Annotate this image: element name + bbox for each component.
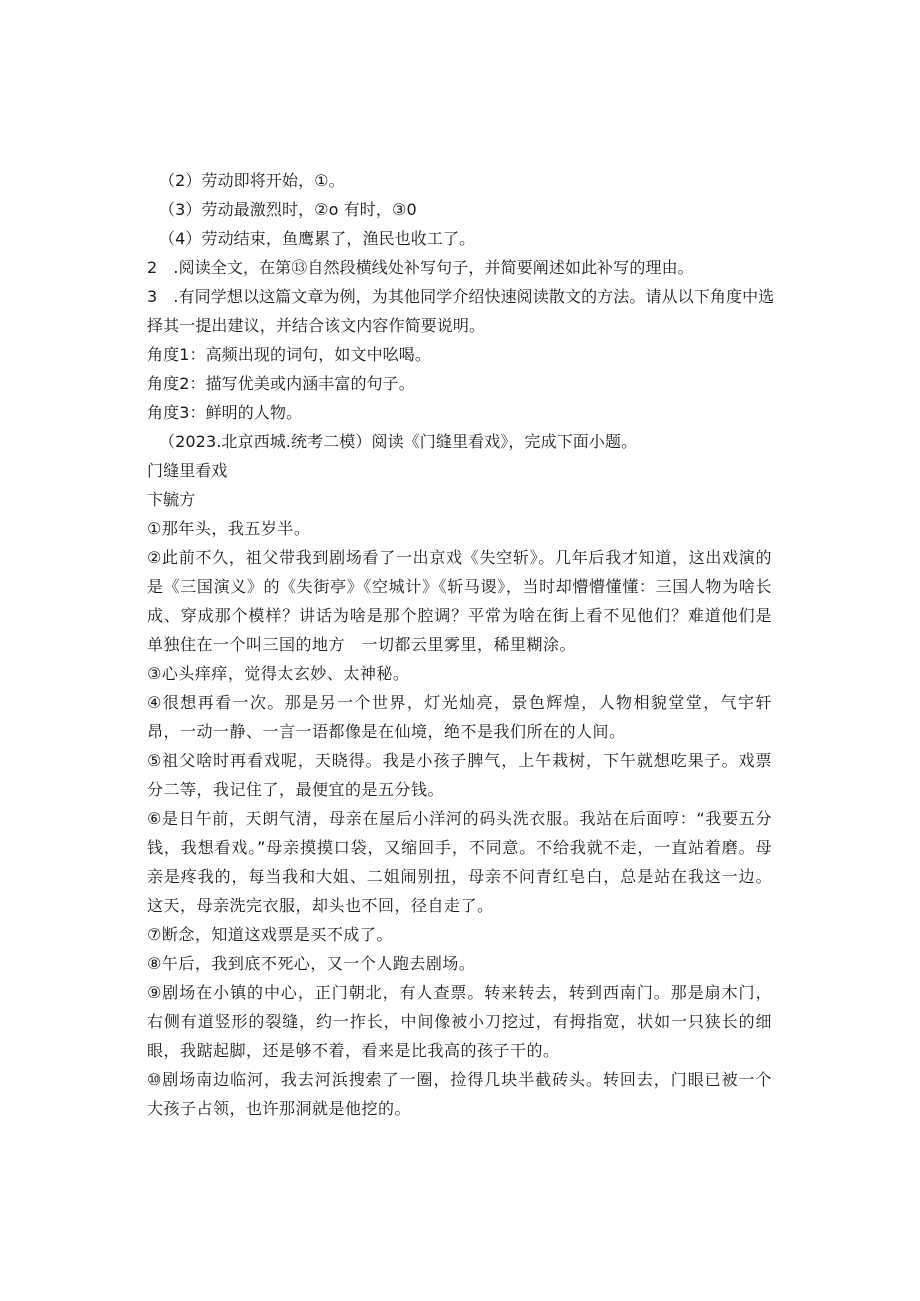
question-3-line-1: 3 .有同学想以这篇文章为例，为其他同学介绍快速阅读散文的方法。请从以下角度中选 bbox=[147, 287, 775, 306]
angle-1: 角度1：高频出现的词句，如文中吆喝。 bbox=[147, 345, 431, 364]
document-content bbox=[147, 166, 775, 1123]
paragraph-9: ⑨剧场在小镇的中心，正门朝北，有人查票。转来转去，转到西南门。那是扇木门，右侧有道竖形的裂缝，约一拃长，中间像被小刀挖过，有拇指宽，状如一只狭长的细眼，我踮起脚，还是够不着，看来是比我高的孩子干的。 bbox=[147, 983, 772, 1060]
paragraph-10: ⑩剧场南边临河，我去河浜搜索了一圈，捡得几块半截砖头。转回去，门眼已被一个大孩子占领，也许那洞就是他挖的。 bbox=[147, 1070, 772, 1118]
paragraph-3: ③心头痒痒，觉得太玄妙、太神秘。 bbox=[147, 664, 410, 683]
passage-title: 门缝里看戏 bbox=[147, 461, 228, 480]
paragraph-1: ①那年头，我五岁半。 bbox=[147, 519, 311, 538]
paragraph-2: ②此前不久，祖父带我到剧场看了一出京戏《失空斩》。几年后我才知道，这出戏演的是《三国演义》的《失街亭》《空城计》《斩马谡》，当时却懵懵懂懂：三国人物为啥长成、穿成那个模样？讲话为啥是那个腔调？平常为啥在街上看不见他们？难道他们是单独住在一个叫三国的地方 一切都云里雾里，稀里糊涂。 bbox=[147, 548, 772, 654]
question-2: 2 .阅读全文，在第⑬自然段横线处补写句子，并简要阐述如此补写的理由。 bbox=[147, 258, 694, 277]
paragraph-5: ⑤祖父啥时再看戏呢，天晓得。我是小孩子脾气，上午栽树，下午就想吃果子。戏票分二等，我记住了，最便宜的是五分钱。 bbox=[147, 751, 772, 799]
question-3-line-2: 择其一提出建议，并结合该文内容作简要说明。 bbox=[147, 316, 486, 335]
paragraph-6: ⑥是日午前，天朗气清，母亲在屋后小洋河的码头洗衣服。我站在后面哼：“我要五分钱，我想看戏。”母亲摸摸口袋，又缩回手，不同意。不给我就不走，一直站着磨。母亲是疼我的，每当我和大姐、二姐闹别扭，母亲不问青红皂白，总是站在我这一边。这天，母亲洗完衣服，却头也不回，径自走了。 bbox=[147, 809, 772, 915]
question-2-item-3: （3）劳动最激烈时，②o 有时，③0 bbox=[159, 200, 417, 219]
question-2-item-4: （4）劳动结束，鱼鹰累了，渔民也收工了。 bbox=[159, 229, 476, 248]
passage-author: 卞毓方 bbox=[147, 490, 196, 509]
question-2-item-2: （2）劳动即将开始，①。 bbox=[159, 171, 345, 190]
angle-3: 角度3：鲜明的人物。 bbox=[147, 403, 303, 422]
passage-source: （2023.北京西城.统考二模）阅读《门缝里看戏》，完成下面小题。 bbox=[159, 432, 638, 451]
paragraph-8: ⑧午后，我到底不死心，又一个人跑去剧场。 bbox=[147, 954, 476, 973]
paragraph-7: ⑦断念，知道这戏票是买不成了。 bbox=[147, 925, 393, 944]
angle-2: 角度2：描写优美或内涵丰富的句子。 bbox=[147, 374, 415, 393]
paragraph-4: ④很想再看一次。那是另一个世界，灯光灿亮，景色辉煌，人物相貌堂堂，气宇轩昂，一动一静、一言一语都像是在仙境，绝不是我们所在的人间。 bbox=[147, 693, 772, 741]
